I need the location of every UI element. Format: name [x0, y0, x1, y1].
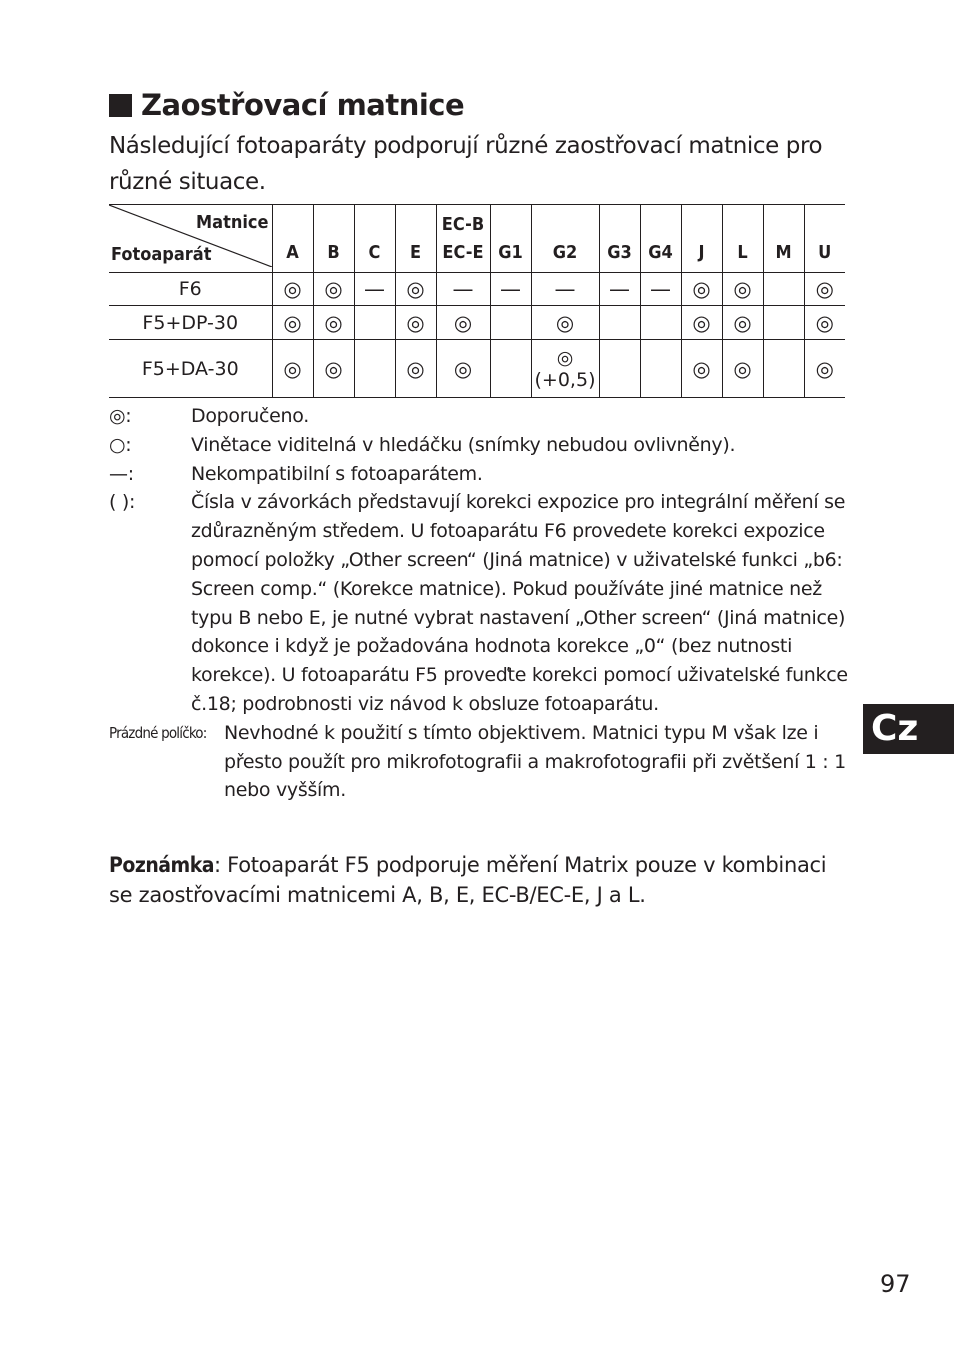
camera-cell: F5+DP-30	[109, 306, 272, 340]
legend-text: Doporučeno.	[191, 405, 310, 427]
legend-key: ( ):	[109, 491, 136, 514]
intro-paragraph: Následující fotoaparáty podporují různé zaostřovací matnice pro různé situace.	[109, 133, 823, 195]
legend-item	[109, 431, 849, 460]
legend-text: Čísla v závorkách představují korekci expozice pro integrální měření se zdůrazněným středem. U fotoaparátu F6 provedete korekci expozice pomocí položky „Other screen“ (Jiná matnice) v uživatelské funkci „b6: Screen comp.“ (Korekce matnice). Pokud používáte jiné matnice než typu B nebo E, je nutné vybrat nastavení „Other screen“ (Jiná matnice) dokonce i když je požadována hodnota korekce „0“ (bez nutnosti korekce). U fotoaparátu F5 proveďte korekci pomocí uživatelské funkce č.18; podrobnosti viz návod k obsluze fotoaparátu.	[191, 491, 848, 715]
col-header: G3	[599, 205, 640, 273]
camera-cell: F5+DA-30	[109, 340, 272, 398]
col-header: E	[395, 205, 436, 273]
compat-cell	[763, 306, 804, 340]
col-header: G4	[640, 205, 681, 273]
page-number: 97	[880, 1270, 911, 1298]
note-label: Poznámka	[109, 853, 215, 877]
compat-cell	[640, 306, 681, 340]
compat-cell: ◎	[722, 273, 763, 306]
column-axis-label: Matnice	[196, 212, 269, 233]
legend-key: —:	[109, 462, 134, 485]
compat-cell: ◎	[722, 340, 763, 398]
legend-item	[109, 460, 849, 489]
section-heading	[109, 88, 464, 122]
col-header: J	[681, 205, 722, 273]
compat-cell: ◎	[436, 306, 490, 340]
col-header: U	[804, 205, 845, 273]
exposure-compensation: (+0,5)	[534, 368, 596, 391]
compat-cell: ◎	[722, 306, 763, 340]
compat-cell: ◎	[313, 273, 354, 306]
col-header: B	[313, 205, 354, 273]
compat-cell	[354, 340, 395, 398]
compat-cell: —	[354, 273, 395, 306]
table-legend	[109, 402, 849, 805]
legend-key: ○:	[109, 433, 132, 456]
compat-cell	[490, 306, 531, 340]
compat-cell: ◎	[272, 273, 313, 306]
compat-cell: ◎	[272, 306, 313, 340]
compat-cell: ◎	[395, 340, 436, 398]
page-title: Zaostřovací matnice	[141, 88, 465, 122]
focusing-screen-table	[109, 204, 845, 398]
compat-cell: —	[599, 273, 640, 306]
col-header-line: EC-B	[441, 214, 485, 235]
compat-cell: ◎	[313, 306, 354, 340]
compat-cell: ◎	[804, 306, 845, 340]
col-header: G1	[490, 205, 531, 273]
compat-cell	[490, 340, 531, 398]
table-header-row	[109, 205, 845, 273]
col-header: C	[354, 205, 395, 273]
table-row	[109, 306, 845, 340]
compat-cell: ◎	[681, 273, 722, 306]
col-header: A	[272, 205, 313, 273]
legend-text: Nevhodné k použití s tímto objektivem. Matnici typu M však lze i přesto použít pro mikrofotografii a makrofotografii při zvětšení 1 : 1 nebo vyšším.	[224, 721, 846, 802]
compat-cell: ◎	[681, 306, 722, 340]
legend-item	[109, 402, 849, 431]
compat-cell: ◎	[436, 340, 490, 398]
col-header-ecb	[436, 205, 490, 273]
note-text: : Fotoaparát F5 podporuje měření Matrix pouze v kombinaci se zaostřovacími matnicemi A, B, E, EC-B/EC-E, J a L.	[109, 853, 827, 907]
col-header-line: EC-E	[442, 242, 484, 263]
compat-cell: ◎	[395, 306, 436, 340]
compat-cell: —	[531, 273, 599, 306]
compat-cell: ◎	[313, 340, 354, 398]
language-tab: Cz	[863, 704, 954, 754]
legend-text: Nekompatibilní s fotoaparátem.	[191, 462, 483, 485]
camera-cell: F6	[109, 273, 272, 306]
col-header: L	[722, 205, 763, 273]
compat-cell	[763, 340, 804, 398]
compat-cell: ◎	[804, 340, 845, 398]
compat-cell: ◎	[272, 340, 313, 398]
compat-cell	[599, 306, 640, 340]
legend-item	[109, 488, 849, 718]
compat-cell: —	[436, 273, 490, 306]
legend-item	[109, 719, 849, 805]
col-header: M	[763, 205, 804, 273]
compat-cell: ◎	[395, 273, 436, 306]
row-axis-label: Fotoaparát	[111, 244, 212, 265]
compat-cell: ◎	[681, 340, 722, 398]
black-square-icon	[109, 94, 132, 117]
compat-cell	[354, 306, 395, 340]
legend-key: Prázdné políčko:	[109, 723, 207, 742]
note-paragraph	[109, 850, 854, 910]
compat-cell: ◎	[804, 273, 845, 306]
compat-cell-g2	[531, 340, 599, 398]
compat-symbol: ◎	[556, 346, 574, 369]
col-header: G2	[531, 205, 599, 273]
corner-header-cell	[109, 205, 272, 273]
compat-cell	[763, 273, 804, 306]
compat-cell	[640, 340, 681, 398]
compat-cell	[599, 340, 640, 398]
legend-text: Vinětace viditelná v hledáčku (snímky nebudou ovlivněny).	[191, 433, 736, 456]
table-row	[109, 340, 845, 398]
legend-key: ◎:	[109, 405, 132, 427]
table-row	[109, 273, 845, 306]
compat-cell: —	[490, 273, 531, 306]
compat-cell: —	[640, 273, 681, 306]
compat-cell: ◎	[531, 306, 599, 340]
